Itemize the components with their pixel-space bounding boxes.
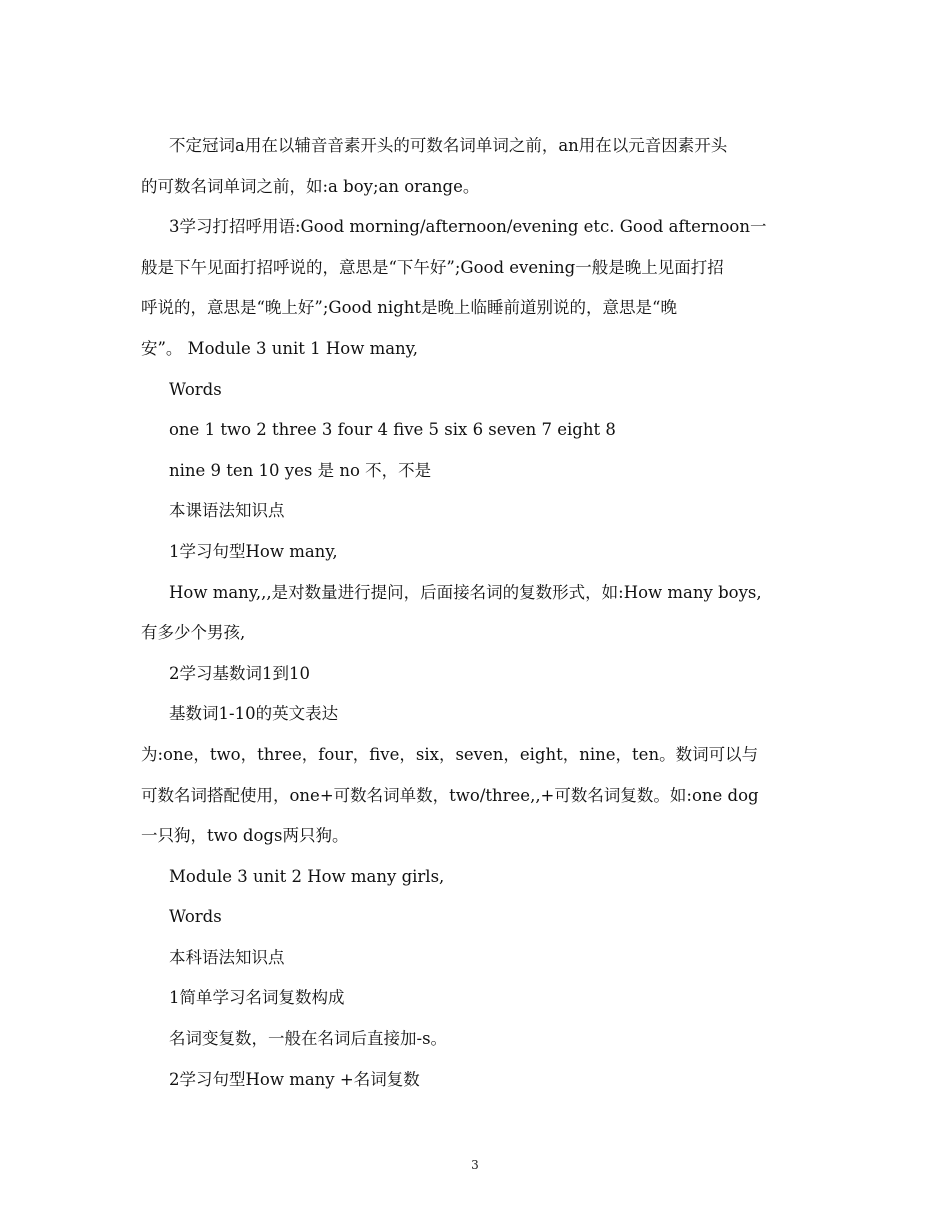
text-line: 名词变复数，一般在名词后直接加-s。 — [169, 1029, 448, 1049]
text-line: 为:one，two，three，four，five，six，seven，eight，nine，ten。数词可以与 — [141, 744, 759, 764]
text-line: 般是下午见面打招呼说的，意思是“下午好”;Good evening一般是晚上见面打招 — [141, 257, 724, 277]
section-heading: 本科语法知识点 — [169, 947, 285, 967]
text-line: 2学习句型How many +名词复数 — [169, 1069, 420, 1089]
section-heading: 本课语法知识点 — [169, 501, 285, 521]
text-line: 呼说的，意思是“晚上好”;Good night是晚上临睡前道别说的，意思是“晚 — [141, 298, 677, 318]
text-line: 不定冠词a用在以辅音音素开头的可数名词单词之前，an用在以元音因素开头 — [169, 136, 728, 155]
page-number: 3 — [471, 1158, 479, 1172]
document-body — [141, 126, 811, 1100]
text-line: 的可数名词单词之前，如:a boy;an orange。 — [141, 176, 480, 196]
text-line: 2学习基数词1到10 — [169, 663, 310, 683]
module-heading: Module 3 unit 2 How many girls, — [169, 866, 445, 886]
text-line: 1学习句型How many, — [169, 541, 338, 561]
text-line: 基数词1-10的英文表达 — [169, 704, 339, 724]
text-line: Words — [169, 379, 222, 399]
text-line: one 1 two 2 three 3 four 4 five 5 six 6 seven 7 eight 8 — [169, 420, 616, 440]
text-line: 1简单学习名词复数构成 — [169, 988, 345, 1008]
text-line: nine 9 ten 10 yes 是 no 不，不是 — [169, 460, 432, 480]
text-line: Words — [169, 907, 222, 927]
text-line: 可数名词搭配使用，one+可数名词单数，two/three,,+可数名词复数。如:one dog — [141, 785, 759, 805]
text-line: 有多少个男孩, — [141, 623, 246, 643]
text-line: How many,,,是对数量进行提问，后面接名词的复数形式，如:How many boys, — [169, 582, 762, 602]
text-line: 安”。 Module 3 unit 1 How many, — [141, 338, 419, 358]
text-line: 3学习打招呼用语:Good morning/afternoon/evening etc. Good afternoon一 — [169, 217, 767, 237]
text-line: 一只狗，two dogs两只狗。 — [141, 826, 349, 846]
